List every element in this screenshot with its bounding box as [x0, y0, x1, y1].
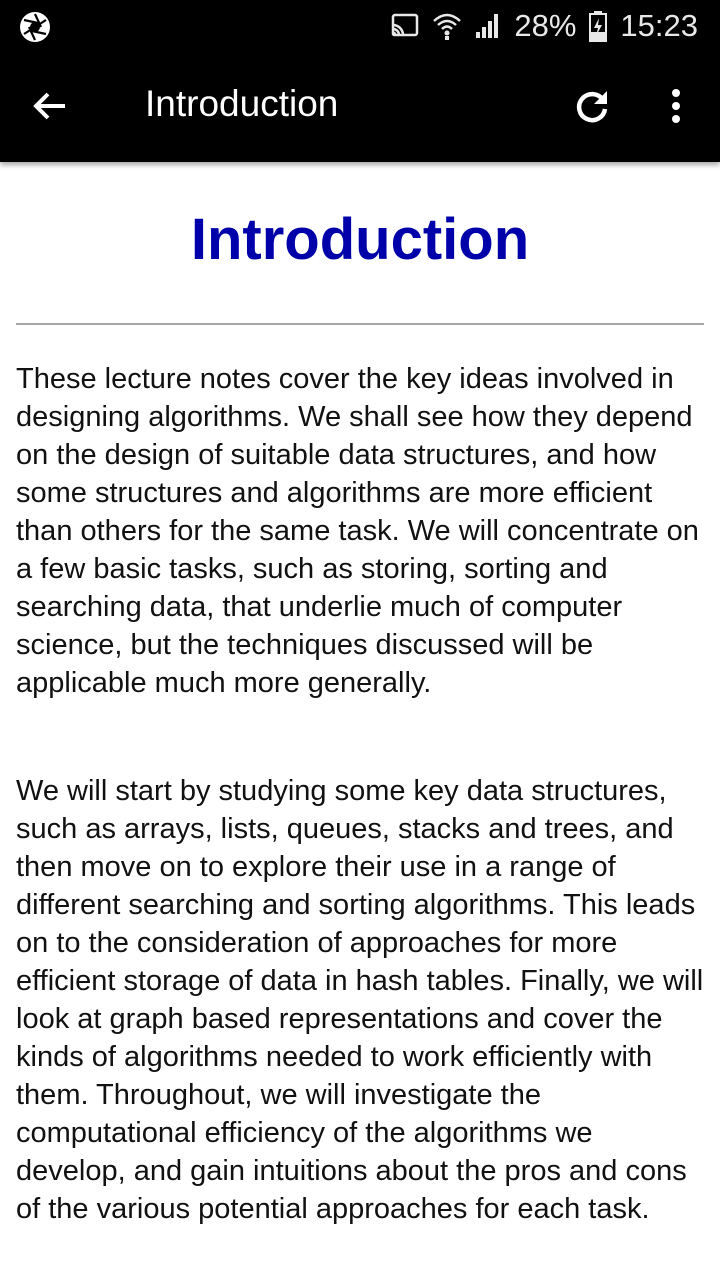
more-vert-icon: [671, 88, 681, 124]
status-icons: [390, 0, 698, 52]
more-options-button[interactable]: [650, 80, 702, 132]
cast-icon: [390, 13, 420, 39]
back-button[interactable]: [24, 80, 76, 132]
app-bar: [0, 52, 720, 162]
paragraph-2: We will start by studying some key data structures, such as arrays, lists, queues, stacks and trees, and then move on to explore their use in a range of different searching and sorting algorithms. This leads on to the consideration of approaches for more efficient storage of data in hash tables. Finally, we will look at graph based representations and cover the kinds of algorithms needed to work efficiently with them. Throughout, we will investigate the computational efficiency of the algorithms we develop, and gain intuitions about the pros and cons of the various potential approaches for each task.: [16, 775, 704, 1225]
content-area[interactable]: [0, 162, 720, 1280]
camera-shutter-icon: [18, 10, 52, 44]
clock: 15:23: [620, 8, 698, 43]
back-arrow-icon: [32, 91, 68, 121]
divider: [16, 323, 704, 325]
wifi-icon: [432, 11, 462, 41]
signal-icon: [474, 12, 502, 40]
battery-percent: 28%: [514, 8, 577, 43]
page-heading: Introduction: [190, 207, 530, 272]
refresh-icon: [574, 88, 610, 124]
status-bar: [0, 0, 720, 52]
refresh-button[interactable]: [566, 80, 618, 132]
app-bar-title: Introduction: [145, 83, 339, 124]
paragraph-1: These lecture notes cover the key ideas involved in designing algorithms. We shall see how they depend on the design of suitable data structures, and how some structures and algorithms are more efficient than others for the same task. We will concentrate on a few basic tasks, such as storing, sorting and searching data, that underlie much of computer science, but the techniques discussed will be applicable much more generally.: [16, 363, 699, 699]
battery-icon: [588, 10, 608, 42]
